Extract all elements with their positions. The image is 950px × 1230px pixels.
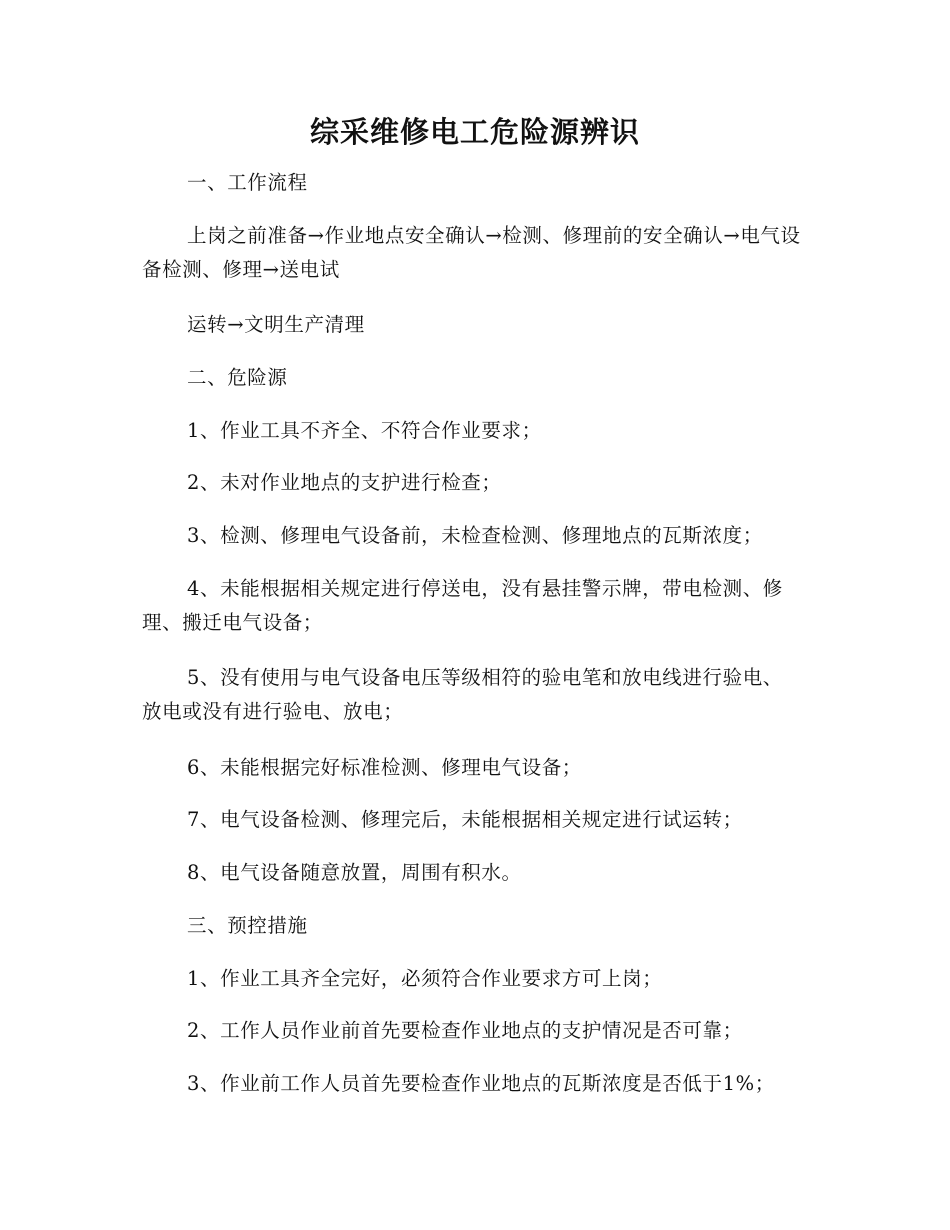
hazard-item: 8、电气设备随意放置，周围有积水。 (187, 861, 522, 884)
workflow-paragraph: 上岗之前准备→作业地点安全确认→检测、修理前的安全确认→电气设备检测、修理→送电试 (142, 224, 801, 281)
control-item: 2、工作人员作业前首先要检查作业地点的支护情况是否可靠； (187, 1019, 743, 1042)
section-heading-workflow: 一、工作流程 (187, 171, 308, 194)
hazard-item: 2、未对作业地点的支护进行检查； (187, 471, 502, 494)
hazard-item: 3、检测、修理电气设备前，未检查检测、修理地点的瓦斯浓度； (187, 524, 763, 547)
section-heading-controls: 三、预控措施 (187, 914, 308, 937)
hazard-item: 1、作业工具不齐全、不符合作业要求； (187, 419, 542, 442)
hazard-item: 4、未能根据相关规定进行停送电，没有悬挂警示牌，带电检测、修理、搬迁电气设备； (142, 577, 783, 634)
section-heading-hazards: 二、危险源 (187, 366, 288, 389)
control-item: 3、作业前工作人员首先要检查作业地点的瓦斯浓度是否低于1%； (187, 1072, 775, 1095)
hazard-item: 7、电气设备检测、修理完后，未能根据相关规定进行试运转； (187, 808, 743, 831)
workflow-paragraph-continued: 运转→文明生产清理 (187, 313, 365, 336)
control-item: 1、作业工具齐全完好，必须符合作业要求方可上岗； (187, 967, 663, 990)
hazard-item: 6、未能根据完好标准检测、修理电气设备； (187, 756, 582, 779)
document-title: 综采维修电工危险源辨识 (309, 115, 640, 149)
hazard-item: 5、没有使用与电气设备电压等级相符的验电笔和放电线进行验电、放电或没有进行验电、放电； (142, 666, 783, 723)
